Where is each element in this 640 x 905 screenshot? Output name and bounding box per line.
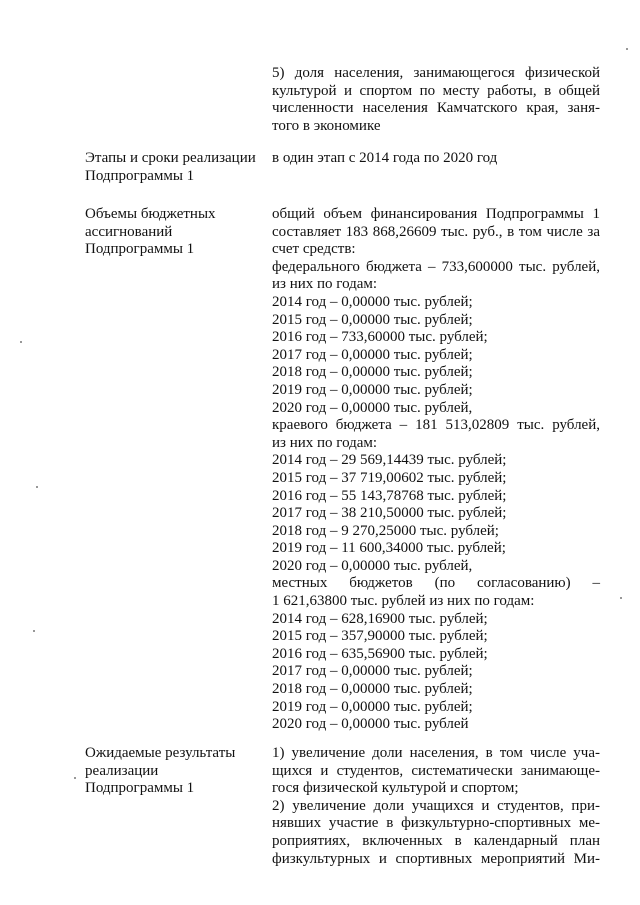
text-line: 2016 год – 635,56900 тыс. рублей; — [272, 645, 488, 662]
text-line: 2018 год – 0,00000 тыс. рублей; — [272, 681, 473, 698]
text-line: гося физической культурой и спортом; — [272, 780, 519, 797]
text-line: щихся и студентов, систематически занимающе- — [272, 762, 600, 779]
text-line: 1) увеличение доли населения, в том числе уча- — [272, 745, 600, 761]
results-text — [272, 745, 600, 868]
text-line: 2019 год – 0,00000 тыс. рублей; — [272, 381, 473, 398]
label-line: Ожидаемые результаты — [85, 745, 236, 761]
label-line: Подпрограммы 1 — [85, 241, 195, 257]
results-label — [85, 745, 260, 798]
text-line: местных бюджетов (по согласованию) – — [272, 575, 600, 592]
text-line: 2020 год – 0,00000 тыс. рублей, — [272, 557, 473, 574]
stages-text — [272, 150, 600, 168]
text-line: 2018 год – 9 270,25000 тыс. рублей; — [272, 522, 499, 539]
label-line: Объемы бюджетных — [85, 206, 216, 222]
text-line: 2014 год – 0,00000 тыс. рублей; — [272, 293, 473, 310]
text-line: счет средств: — [272, 241, 356, 258]
text-line: из них по годам: — [272, 434, 378, 451]
scan-speck — [36, 486, 38, 488]
text-line: составляет 183 868,26609 тыс. руб., в том числе за — [272, 223, 600, 240]
scan-speck — [626, 48, 628, 50]
text-line: 2) увеличение доли учащихся и студентов, при- — [272, 797, 600, 814]
text-line: 2017 год – 0,00000 тыс. рублей; — [272, 346, 473, 363]
text-line: из них по годам: — [272, 276, 378, 293]
text-line: краевого бюджета – 181 513,02809 тыс. рублей, — [272, 417, 600, 434]
text-line: 2015 год – 357,90000 тыс. рублей; — [272, 628, 488, 645]
scan-speck — [620, 597, 622, 599]
text-line: 2017 год – 0,00000 тыс. рублей; — [272, 663, 473, 680]
text-line: 2018 год – 0,00000 тыс. рублей; — [272, 364, 473, 381]
label-line: Этапы и сроки реализации — [85, 150, 256, 166]
text-line: 2014 год – 628,16900 тыс. рублей; — [272, 610, 488, 627]
scan-speck — [74, 777, 76, 779]
text-line: 2016 год – 733,60000 тыс. рублей; — [272, 329, 488, 346]
label-line: реализации — [85, 762, 159, 779]
text-line: 2019 год – 11 600,34000 тыс. рублей; — [272, 540, 506, 557]
budget-label — [85, 206, 260, 259]
text-line: 2020 год – 0,00000 тыс. рублей, — [272, 399, 473, 416]
text-line: федерального бюджета – 733,600000 тыс. рублей, — [272, 258, 600, 275]
text-line: 5) доля населения, занимающегося физической — [272, 65, 600, 81]
text-line: физкультурных и спортивных мероприятий Ми- — [272, 850, 600, 867]
text-line: нявших участие в физкультурно-спортивных ме- — [272, 815, 600, 832]
text-line: культурой и спортом по месту работы, в общей — [272, 82, 600, 99]
text-line: численности населения Камчатского края, заня- — [272, 100, 600, 117]
scan-speck — [33, 630, 35, 632]
text-line: роприятиях, включенных в календарный план — [272, 832, 600, 849]
stages-label — [85, 150, 260, 185]
text-line: 2014 год – 29 569,14439 тыс. рублей; — [272, 452, 507, 469]
text-line: 2020 год – 0,00000 тыс. рублей — [272, 716, 469, 733]
text-line: 1 621,63800 тыс. рублей из них по годам: — [272, 593, 535, 610]
text-line: 2015 год – 0,00000 тыс. рублей; — [272, 311, 473, 328]
scan-speck — [20, 341, 22, 343]
text-line: 2019 год – 0,00000 тыс. рублей; — [272, 698, 473, 715]
text-line: 2017 год – 38 210,50000 тыс. рублей; — [272, 505, 507, 522]
label-line: Подпрограммы 1 — [85, 780, 195, 796]
budget-text — [272, 206, 600, 734]
text-line: 2015 год – 37 719,00602 тыс. рублей; — [272, 469, 507, 486]
text-line: в один этап с 2014 года по 2020 год — [272, 150, 498, 166]
text-line: того в экономике — [272, 117, 381, 134]
label-line: ассигнований — [85, 223, 173, 240]
indicator-5-text — [272, 65, 600, 135]
label-line: Подпрограммы 1 — [85, 167, 195, 184]
text-line: общий объем финансирования Подпрограммы 1 — [272, 206, 600, 222]
text-line: 2016 год – 55 143,78768 тыс. рублей; — [272, 487, 507, 504]
